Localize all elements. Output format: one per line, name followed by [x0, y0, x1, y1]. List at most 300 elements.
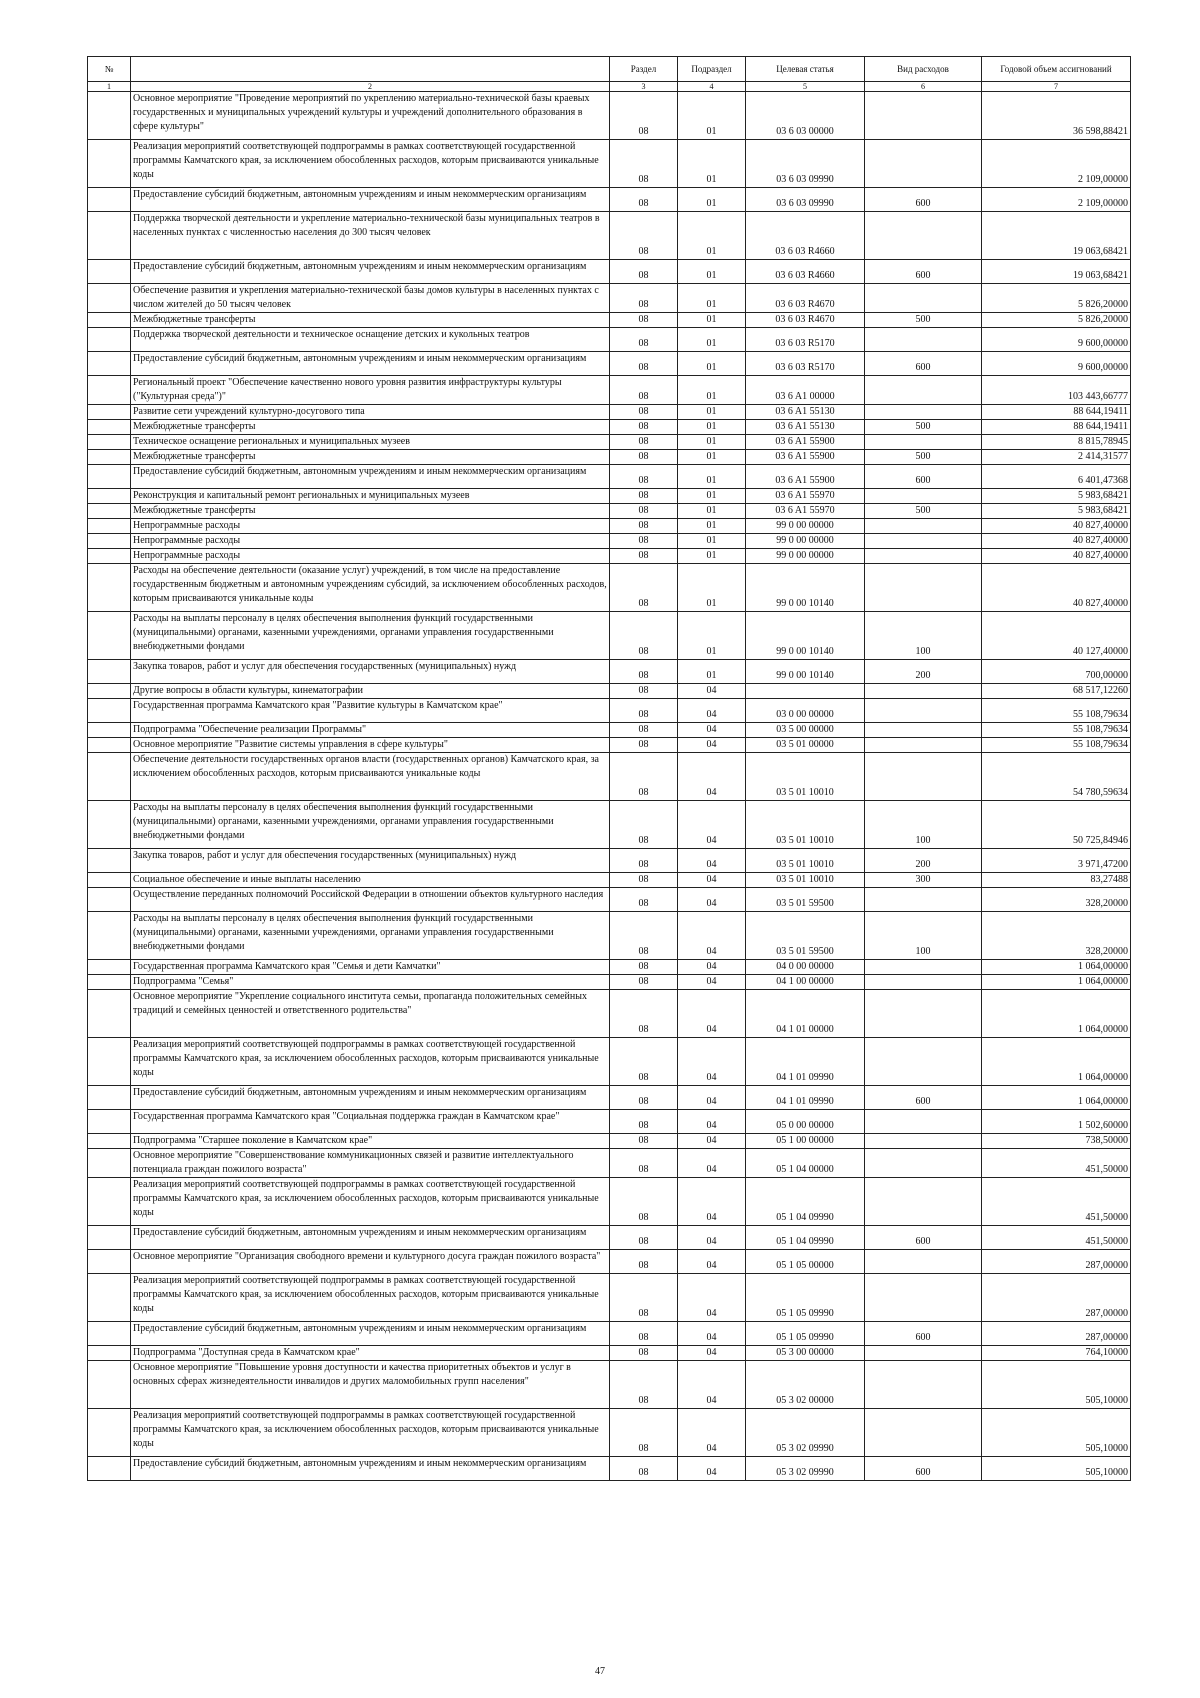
row-name-cell: Предоставление субсидий бюджетным, автономным учреждениям и иным некоммерческим организациям — [131, 1226, 610, 1250]
row-number-cell — [88, 534, 131, 549]
row-expense-type-cell: 200 — [865, 660, 982, 684]
row-razdel-cell: 08 — [610, 313, 678, 328]
table-row — [88, 738, 1131, 753]
row-razdel-cell: 08 — [610, 1409, 678, 1457]
row-podrazdel-cell: 04 — [678, 723, 746, 738]
row-name-cell: Государственная программа Камчатского края "Социальная поддержка граждан в Камчатском крае" — [131, 1110, 610, 1134]
row-expense-type-cell — [865, 888, 982, 912]
row-podrazdel-cell: 01 — [678, 564, 746, 612]
row-number-cell — [88, 1457, 131, 1481]
row-podrazdel-cell: 04 — [678, 1361, 746, 1409]
row-number-cell — [88, 1250, 131, 1274]
row-amount-cell: 328,20000 — [982, 912, 1131, 960]
row-razdel-cell: 08 — [610, 435, 678, 450]
row-target-article-cell: 03 5 00 00000 — [746, 723, 865, 738]
row-number-cell — [88, 1110, 131, 1134]
row-expense-type-cell — [865, 1274, 982, 1322]
row-target-article-cell: 05 1 04 00000 — [746, 1149, 865, 1178]
row-razdel-cell: 08 — [610, 684, 678, 699]
row-podrazdel-cell: 04 — [678, 888, 746, 912]
table-row — [88, 990, 1131, 1038]
row-number-cell — [88, 92, 131, 140]
row-expense-type-cell — [865, 1250, 982, 1274]
row-podrazdel-cell: 04 — [678, 753, 746, 801]
row-expense-type-cell — [865, 549, 982, 564]
row-number-cell — [88, 564, 131, 612]
row-number-cell — [88, 328, 131, 352]
row-name-cell: Поддержка творческой деятельности и укрепление материально-технической базы муниципальных театров в населенных пунктах с численностью населения до 300 тысяч человек — [131, 212, 610, 260]
row-expense-type-cell — [865, 1110, 982, 1134]
row-amount-cell: 54 780,59634 — [982, 753, 1131, 801]
row-amount-cell: 55 108,79634 — [982, 723, 1131, 738]
column-number: 3 — [610, 82, 678, 92]
header-podrazdel: Подраздел — [678, 57, 746, 82]
row-amount-cell: 55 108,79634 — [982, 699, 1131, 723]
row-podrazdel-cell: 04 — [678, 1457, 746, 1481]
row-amount-cell: 19 063,68421 — [982, 212, 1131, 260]
row-amount-cell: 5 983,68421 — [982, 489, 1131, 504]
row-expense-type-cell — [865, 328, 982, 352]
row-razdel-cell: 08 — [610, 504, 678, 519]
row-razdel-cell: 08 — [610, 801, 678, 849]
row-name-cell: Непрограммные расходы — [131, 549, 610, 564]
row-name-cell: Другие вопросы в области культуры, кинематографии — [131, 684, 610, 699]
row-razdel-cell: 08 — [610, 1134, 678, 1149]
row-razdel-cell: 08 — [610, 1274, 678, 1322]
budget-table-sheet — [87, 56, 1130, 1481]
row-target-article-cell: 05 0 00 00000 — [746, 1110, 865, 1134]
row-number-cell — [88, 660, 131, 684]
table-row — [88, 1361, 1131, 1409]
row-podrazdel-cell: 01 — [678, 519, 746, 534]
row-podrazdel-cell: 01 — [678, 212, 746, 260]
row-podrazdel-cell: 04 — [678, 699, 746, 723]
row-amount-cell: 2 109,00000 — [982, 140, 1131, 188]
row-amount-cell: 40 827,40000 — [982, 549, 1131, 564]
row-target-article-cell: 03 6 A1 55970 — [746, 489, 865, 504]
row-name-cell: Непрограммные расходы — [131, 534, 610, 549]
row-target-article-cell: 05 1 05 09990 — [746, 1274, 865, 1322]
row-podrazdel-cell: 04 — [678, 1110, 746, 1134]
row-number-cell — [88, 519, 131, 534]
row-expense-type-cell — [865, 140, 982, 188]
table-row — [88, 612, 1131, 660]
table-row — [88, 549, 1131, 564]
row-expense-type-cell — [865, 990, 982, 1038]
row-razdel-cell: 08 — [610, 1226, 678, 1250]
row-expense-type-cell: 100 — [865, 912, 982, 960]
row-amount-cell: 1 064,00000 — [982, 1038, 1131, 1086]
row-name-cell: Предоставление субсидий бюджетным, автономным учреждениям и иным некоммерческим организациям — [131, 465, 610, 489]
table-row — [88, 1226, 1131, 1250]
row-expense-type-cell: 500 — [865, 420, 982, 435]
row-number-cell — [88, 1361, 131, 1409]
row-razdel-cell: 08 — [610, 420, 678, 435]
row-podrazdel-cell: 04 — [678, 849, 746, 873]
row-target-article-cell: 03 6 03 R5170 — [746, 352, 865, 376]
row-name-cell: Осуществление переданных полномочий Российской Федерации в отношении объектов культурного наследия — [131, 888, 610, 912]
row-amount-cell: 700,00000 — [982, 660, 1131, 684]
row-name-cell: Подпрограмма "Старшее поколение в Камчатском крае" — [131, 1134, 610, 1149]
row-podrazdel-cell: 01 — [678, 188, 746, 212]
row-podrazdel-cell: 01 — [678, 450, 746, 465]
row-amount-cell: 505,10000 — [982, 1409, 1131, 1457]
row-number-cell — [88, 723, 131, 738]
row-number-cell — [88, 912, 131, 960]
row-target-article-cell: 03 6 03 09990 — [746, 140, 865, 188]
table-row — [88, 1457, 1131, 1481]
table-row — [88, 519, 1131, 534]
row-expense-type-cell — [865, 489, 982, 504]
row-expense-type-cell — [865, 564, 982, 612]
row-name-cell: Реализация мероприятий соответствующей подпрограммы в рамках соответствующей государственной программы Камчатского края, за исключением обособленных расходов, которым присваиваются уникальные коды — [131, 1178, 610, 1226]
table-row — [88, 723, 1131, 738]
row-razdel-cell: 08 — [610, 519, 678, 534]
column-number: 4 — [678, 82, 746, 92]
row-target-article-cell: 05 1 00 00000 — [746, 1134, 865, 1149]
row-amount-cell: 5 826,20000 — [982, 284, 1131, 313]
row-name-cell: Реализация мероприятий соответствующей подпрограммы в рамках соответствующей государственной программы Камчатского края, за исключением обособленных расходов, которым присваиваются уникальные коды — [131, 1409, 610, 1457]
row-target-article-cell: 04 1 00 00000 — [746, 975, 865, 990]
row-name-cell: Предоставление субсидий бюджетным, автономным учреждениям и иным некоммерческим организациям — [131, 1457, 610, 1481]
row-name-cell: Основное мероприятие "Повышение уровня доступности и качества приоритетных объектов и услуг в основных сферах жизнедеятельности инвалидов и других маломобильных групп населения" — [131, 1361, 610, 1409]
column-number: 6 — [865, 82, 982, 92]
row-number-cell — [88, 1226, 131, 1250]
row-amount-cell: 328,20000 — [982, 888, 1131, 912]
row-expense-type-cell — [865, 405, 982, 420]
row-podrazdel-cell: 04 — [678, 1409, 746, 1457]
table-row — [88, 212, 1131, 260]
row-razdel-cell: 08 — [610, 738, 678, 753]
row-expense-type-cell: 300 — [865, 873, 982, 888]
row-razdel-cell: 08 — [610, 260, 678, 284]
row-number-cell — [88, 376, 131, 405]
row-podrazdel-cell: 04 — [678, 1038, 746, 1086]
row-razdel-cell: 08 — [610, 465, 678, 489]
row-target-article-cell: 03 6 A1 55130 — [746, 405, 865, 420]
column-number: 5 — [746, 82, 865, 92]
row-podrazdel-cell: 04 — [678, 1346, 746, 1361]
row-expense-type-cell — [865, 534, 982, 549]
row-podrazdel-cell: 04 — [678, 1178, 746, 1226]
row-podrazdel-cell: 04 — [678, 1250, 746, 1274]
row-razdel-cell: 08 — [610, 723, 678, 738]
row-number-cell — [88, 1178, 131, 1226]
row-amount-cell: 6 401,47368 — [982, 465, 1131, 489]
row-expense-type-cell: 600 — [865, 1457, 982, 1481]
row-target-article-cell — [746, 684, 865, 699]
row-target-article-cell: 99 0 00 00000 — [746, 549, 865, 564]
row-target-article-cell: 99 0 00 00000 — [746, 519, 865, 534]
row-expense-type-cell — [865, 1038, 982, 1086]
row-name-cell: Межбюджетные трансферты — [131, 450, 610, 465]
column-number: 2 — [131, 82, 610, 92]
row-target-article-cell: 03 6 A1 55900 — [746, 450, 865, 465]
row-expense-type-cell: 100 — [865, 801, 982, 849]
row-podrazdel-cell: 04 — [678, 684, 746, 699]
table-row — [88, 1134, 1131, 1149]
row-name-cell: Межбюджетные трансферты — [131, 504, 610, 519]
row-razdel-cell: 08 — [610, 549, 678, 564]
row-amount-cell: 40 827,40000 — [982, 519, 1131, 534]
row-amount-cell: 1 502,60000 — [982, 1110, 1131, 1134]
row-amount-cell: 50 725,84946 — [982, 801, 1131, 849]
row-amount-cell: 88 644,19411 — [982, 420, 1131, 435]
table-row — [88, 260, 1131, 284]
row-target-article-cell: 03 6 03 R4660 — [746, 260, 865, 284]
table-row — [88, 405, 1131, 420]
row-expense-type-cell: 100 — [865, 612, 982, 660]
row-amount-cell: 36 598,88421 — [982, 92, 1131, 140]
row-amount-cell: 1 064,00000 — [982, 990, 1131, 1038]
row-razdel-cell: 08 — [610, 564, 678, 612]
row-razdel-cell: 08 — [610, 284, 678, 313]
table-row — [88, 849, 1131, 873]
table-row — [88, 1086, 1131, 1110]
row-name-cell: Поддержка творческой деятельности и техническое оснащение детских и кукольных театров — [131, 328, 610, 352]
table-row — [88, 660, 1131, 684]
row-podrazdel-cell: 04 — [678, 873, 746, 888]
table-row — [88, 1322, 1131, 1346]
row-podrazdel-cell: 04 — [678, 801, 746, 849]
row-podrazdel-cell: 01 — [678, 92, 746, 140]
column-number: 1 — [88, 82, 131, 92]
row-target-article-cell: 04 1 01 09990 — [746, 1038, 865, 1086]
row-name-cell: Подпрограмма "Семья" — [131, 975, 610, 990]
row-razdel-cell: 08 — [610, 975, 678, 990]
row-expense-type-cell — [865, 1409, 982, 1457]
row-razdel-cell: 08 — [610, 450, 678, 465]
row-target-article-cell: 04 1 01 09990 — [746, 1086, 865, 1110]
header-target-article: Целевая статья — [746, 57, 865, 82]
row-amount-cell: 2 414,31577 — [982, 450, 1131, 465]
row-expense-type-cell — [865, 1346, 982, 1361]
table-row — [88, 376, 1131, 405]
table-row — [88, 465, 1131, 489]
row-number-cell — [88, 612, 131, 660]
row-razdel-cell: 08 — [610, 912, 678, 960]
header-expense-type: Вид расходов — [865, 57, 982, 82]
row-podrazdel-cell: 04 — [678, 975, 746, 990]
row-name-cell: Расходы на выплаты персоналу в целях обеспечения выполнения функций государственными (муниципальными) органами, казенными учреждениями, органами управления государственными внебюджетными фондами — [131, 801, 610, 849]
row-target-article-cell: 05 3 02 00000 — [746, 1361, 865, 1409]
column-number-row — [88, 82, 1131, 92]
row-amount-cell: 287,00000 — [982, 1322, 1131, 1346]
row-razdel-cell: 08 — [610, 1250, 678, 1274]
table-row — [88, 313, 1131, 328]
row-expense-type-cell: 600 — [865, 352, 982, 376]
row-amount-cell: 83,27488 — [982, 873, 1131, 888]
header-row — [88, 57, 1131, 82]
row-amount-cell: 451,50000 — [982, 1226, 1131, 1250]
row-name-cell: Непрограммные расходы — [131, 519, 610, 534]
row-razdel-cell: 08 — [610, 1457, 678, 1481]
row-podrazdel-cell: 01 — [678, 549, 746, 564]
row-expense-type-cell — [865, 975, 982, 990]
row-expense-type-cell — [865, 1178, 982, 1226]
row-number-cell — [88, 489, 131, 504]
row-target-article-cell: 03 6 03 R4670 — [746, 313, 865, 328]
row-razdel-cell: 08 — [610, 1086, 678, 1110]
row-razdel-cell: 08 — [610, 888, 678, 912]
row-amount-cell: 451,50000 — [982, 1178, 1131, 1226]
table-row — [88, 534, 1131, 549]
row-expense-type-cell — [865, 1134, 982, 1149]
row-razdel-cell: 08 — [610, 849, 678, 873]
table-row — [88, 352, 1131, 376]
row-target-article-cell: 03 6 A1 55900 — [746, 435, 865, 450]
row-podrazdel-cell: 01 — [678, 376, 746, 405]
row-podrazdel-cell: 04 — [678, 912, 746, 960]
row-podrazdel-cell: 01 — [678, 420, 746, 435]
table-row — [88, 1038, 1131, 1086]
table-row — [88, 450, 1131, 465]
row-number-cell — [88, 504, 131, 519]
table-row — [88, 975, 1131, 990]
row-name-cell: Предоставление субсидий бюджетным, автономным учреждениям и иным некоммерческим организациям — [131, 188, 610, 212]
row-target-article-cell: 99 0 00 10140 — [746, 612, 865, 660]
row-name-cell: Обеспечение деятельности государственных органов власти (государственных органов) Камчатского края, за исключением обособленных расходов, которым присваиваются уникальные коды — [131, 753, 610, 801]
row-razdel-cell: 08 — [610, 1038, 678, 1086]
row-target-article-cell: 03 5 01 59500 — [746, 888, 865, 912]
table-row — [88, 699, 1131, 723]
row-number-cell — [88, 960, 131, 975]
row-name-cell: Основное мероприятие "Совершенствование коммуникационных связей и развитие интеллектуального потенциала граждан пожилого возраста" — [131, 1149, 610, 1178]
row-razdel-cell: 08 — [610, 960, 678, 975]
row-name-cell: Развитие сети учреждений культурно-досугового типа — [131, 405, 610, 420]
row-target-article-cell: 03 6 A1 00000 — [746, 376, 865, 405]
row-name-cell: Реализация мероприятий соответствующей подпрограммы в рамках соответствующей государственной программы Камчатского края, за исключением обособленных расходов, которым присваиваются уникальные коды — [131, 140, 610, 188]
row-name-cell: Основное мероприятие "Проведение мероприятий по укреплению материально-технической базы краевых государственных и муниципальных учреждений культуры и учреждений дополнительного образования в сфере культуры" — [131, 92, 610, 140]
table-row — [88, 504, 1131, 519]
table-row — [88, 188, 1131, 212]
row-number-cell — [88, 405, 131, 420]
row-expense-type-cell — [865, 738, 982, 753]
row-amount-cell: 103 443,66777 — [982, 376, 1131, 405]
row-target-article-cell: 03 5 01 10010 — [746, 753, 865, 801]
row-expense-type-cell: 600 — [865, 1226, 982, 1250]
row-razdel-cell: 08 — [610, 188, 678, 212]
row-number-cell — [88, 1134, 131, 1149]
row-number-cell — [88, 1346, 131, 1361]
header-number: № — [88, 57, 131, 82]
row-amount-cell: 55 108,79634 — [982, 738, 1131, 753]
row-amount-cell: 2 109,00000 — [982, 188, 1131, 212]
row-target-article-cell: 03 5 01 59500 — [746, 912, 865, 960]
row-amount-cell: 68 517,12260 — [982, 684, 1131, 699]
row-target-article-cell: 05 1 04 09990 — [746, 1226, 865, 1250]
row-target-article-cell: 03 6 A1 55130 — [746, 420, 865, 435]
row-name-cell: Подпрограмма "Доступная среда в Камчатском крае" — [131, 1346, 610, 1361]
row-expense-type-cell: 600 — [865, 465, 982, 489]
row-number-cell — [88, 873, 131, 888]
row-expense-type-cell — [865, 284, 982, 313]
row-name-cell: Социальное обеспечение и иные выплаты населению — [131, 873, 610, 888]
row-amount-cell: 287,00000 — [982, 1250, 1131, 1274]
row-expense-type-cell: 600 — [865, 260, 982, 284]
row-expense-type-cell — [865, 723, 982, 738]
row-number-cell — [88, 260, 131, 284]
row-razdel-cell: 08 — [610, 753, 678, 801]
row-razdel-cell: 08 — [610, 612, 678, 660]
row-expense-type-cell — [865, 92, 982, 140]
table-row — [88, 873, 1131, 888]
row-target-article-cell: 05 3 02 09990 — [746, 1457, 865, 1481]
row-amount-cell: 764,10000 — [982, 1346, 1131, 1361]
table-row — [88, 912, 1131, 960]
row-podrazdel-cell: 01 — [678, 140, 746, 188]
row-name-cell: Реконструкция и капитальный ремонт региональных и муниципальных музеев — [131, 489, 610, 504]
row-name-cell: Межбюджетные трансферты — [131, 420, 610, 435]
row-razdel-cell: 08 — [610, 1322, 678, 1346]
row-expense-type-cell — [865, 960, 982, 975]
row-number-cell — [88, 1038, 131, 1086]
row-razdel-cell: 08 — [610, 990, 678, 1038]
row-name-cell: Техническое оснащение региональных и муниципальных музеев — [131, 435, 610, 450]
row-target-article-cell: 99 0 00 10140 — [746, 660, 865, 684]
row-number-cell — [88, 188, 131, 212]
table-row — [88, 328, 1131, 352]
row-expense-type-cell — [865, 376, 982, 405]
row-number-cell — [88, 1086, 131, 1110]
table-row — [88, 1346, 1131, 1361]
row-razdel-cell: 08 — [610, 699, 678, 723]
row-razdel-cell: 08 — [610, 489, 678, 504]
row-razdel-cell: 08 — [610, 1149, 678, 1178]
row-razdel-cell: 08 — [610, 1361, 678, 1409]
row-amount-cell: 505,10000 — [982, 1361, 1131, 1409]
row-podrazdel-cell: 01 — [678, 504, 746, 519]
row-amount-cell: 3 971,47200 — [982, 849, 1131, 873]
row-target-article-cell: 03 6 A1 55970 — [746, 504, 865, 519]
row-target-article-cell: 05 1 05 00000 — [746, 1250, 865, 1274]
row-podrazdel-cell: 04 — [678, 1149, 746, 1178]
row-name-cell: Закупка товаров, работ и услуг для обеспечения государственных (муниципальных) нужд — [131, 849, 610, 873]
row-number-cell — [88, 1322, 131, 1346]
row-target-article-cell: 03 0 00 00000 — [746, 699, 865, 723]
row-target-article-cell: 03 6 03 R5170 — [746, 328, 865, 352]
row-podrazdel-cell: 04 — [678, 1226, 746, 1250]
row-target-article-cell: 03 5 01 10010 — [746, 801, 865, 849]
row-number-cell — [88, 212, 131, 260]
row-podrazdel-cell: 04 — [678, 1086, 746, 1110]
row-name-cell: Предоставление субсидий бюджетным, автономным учреждениям и иным некоммерческим организациям — [131, 260, 610, 284]
table-row — [88, 753, 1131, 801]
row-podrazdel-cell: 01 — [678, 660, 746, 684]
row-podrazdel-cell: 01 — [678, 465, 746, 489]
row-number-cell — [88, 549, 131, 564]
row-amount-cell: 40 827,40000 — [982, 534, 1131, 549]
row-podrazdel-cell: 04 — [678, 738, 746, 753]
row-razdel-cell: 08 — [610, 405, 678, 420]
row-expense-type-cell — [865, 1149, 982, 1178]
table-row — [88, 960, 1131, 975]
row-amount-cell: 5 983,68421 — [982, 504, 1131, 519]
row-podrazdel-cell: 04 — [678, 990, 746, 1038]
row-expense-type-cell — [865, 212, 982, 260]
row-amount-cell: 5 826,20000 — [982, 313, 1131, 328]
row-name-cell: Основное мероприятие "Развитие системы управления в сфере культуры" — [131, 738, 610, 753]
row-razdel-cell: 08 — [610, 660, 678, 684]
row-number-cell — [88, 990, 131, 1038]
row-target-article-cell: 05 1 04 09990 — [746, 1178, 865, 1226]
row-name-cell: Расходы на обеспечение деятельности (оказание услуг) учреждений, в том числе на предоставление государственным бюджетным и автономным учреждениям субсидий, за исключением обособленных расходов, которым присваиваются уникальные коды — [131, 564, 610, 612]
header-razdel: Раздел — [610, 57, 678, 82]
table-row — [88, 92, 1131, 140]
row-amount-cell: 505,10000 — [982, 1457, 1131, 1481]
row-razdel-cell: 08 — [610, 376, 678, 405]
row-expense-type-cell: 600 — [865, 1322, 982, 1346]
